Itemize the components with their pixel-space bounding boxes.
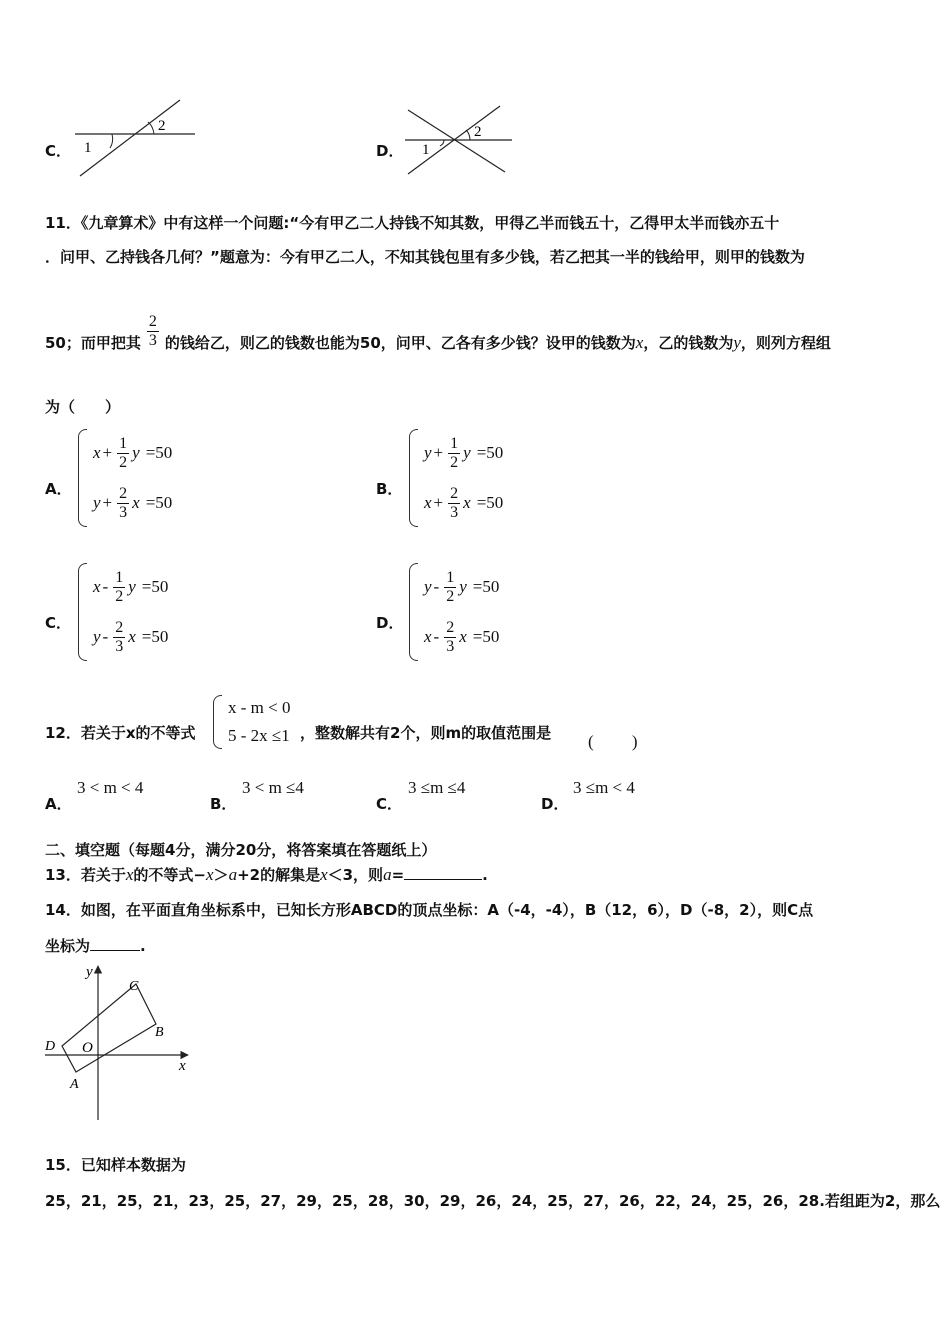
fraction (117, 435, 129, 472)
angle-figure-c (70, 96, 200, 182)
angle-1-arc (440, 140, 444, 146)
q13-text-a: 13．若关于 (45, 866, 126, 884)
fraction (444, 619, 456, 656)
frac-numerator: 2 (148, 313, 157, 330)
frac-numerator: 1 (115, 568, 124, 586)
q12-option-expr: 3 ≤m < 4 (573, 778, 635, 797)
q11-option-system (78, 562, 168, 662)
transversal-line (80, 100, 180, 176)
point-b-label: B (155, 1025, 164, 1040)
var: x (93, 577, 101, 596)
frac-numerator: 1 (119, 434, 128, 452)
q11-line3-c: ，乙的钱数为 (643, 334, 734, 352)
frac-denominator: 3 (446, 637, 455, 655)
equals-50: =50 (476, 443, 504, 462)
brace (409, 563, 418, 661)
frac-denominator: 3 (148, 332, 157, 349)
var: x (128, 627, 136, 646)
point-c-label: C (129, 979, 139, 994)
frac-denominator: 3 (115, 637, 124, 655)
angle-2-label: 2 (158, 118, 166, 134)
var: x (459, 627, 467, 646)
fraction (448, 485, 460, 522)
frac-numerator: 1 (446, 568, 455, 586)
q12-option-expr: 3 < m ≤4 (242, 778, 304, 797)
frac-denominator: 2 (446, 587, 455, 605)
q11-option-system (409, 428, 503, 528)
q11-line3-a: 50；而甲把其 (45, 334, 141, 352)
q11-option-label[interactable]: D． (376, 614, 404, 632)
q13-end: . (482, 866, 488, 884)
equals-50: =50 (472, 577, 500, 596)
option-c-label: C． (45, 142, 72, 160)
var: x (424, 627, 432, 646)
q11-line2: ．问甲、乙持钱各几何？”题意为：今有甲乙二人，不知其钱包里有多少钱，若乙把其一半的钱给甲，则甲的钱数为 (45, 248, 805, 266)
q11-option-label[interactable]: B． (376, 480, 403, 498)
brace (409, 429, 418, 527)
angle-1-label: 1 (84, 140, 92, 156)
q13 (45, 864, 488, 885)
operator: + (102, 443, 113, 462)
var: x (463, 493, 471, 512)
var: x (93, 443, 101, 462)
var: y (424, 577, 432, 596)
coordinate-figure (40, 960, 200, 1125)
var: y (93, 627, 101, 646)
equals-50: =50 (145, 443, 173, 462)
q13-text-b: 的不等式− (133, 866, 206, 884)
q12-option-label[interactable]: D． (541, 795, 569, 813)
frac-numerator: 2 (450, 484, 459, 502)
q13-answer-blank[interactable] (404, 879, 482, 880)
var: y (463, 443, 471, 462)
var: x (424, 493, 432, 512)
angle-figure-d (400, 102, 520, 182)
q12-option-expr: 3 < m < 4 (77, 778, 144, 797)
q12-inequality-system (213, 694, 290, 750)
q14-end: . (140, 937, 146, 955)
option-d-label: D． (376, 142, 404, 160)
operator: - (433, 577, 440, 596)
q15-line1: 15．已知样本数据为 (45, 1156, 186, 1174)
var-y: y (733, 332, 741, 352)
q11-line1: 11．《九章算术》中有这样一个问题:“今有甲乙二人持钱不知其数，甲得乙半而钱五十，乙得甲太半而钱亦五十 (45, 214, 780, 232)
var: y (93, 493, 101, 512)
angle-2-arc (466, 130, 470, 140)
q14-line2 (45, 935, 146, 956)
frac-denominator: 3 (450, 503, 459, 521)
q13-text-e: ＜3，则 (327, 866, 384, 884)
var: y (424, 443, 432, 462)
var: y (459, 577, 467, 596)
equals-50: =50 (141, 627, 169, 646)
q15-line2: 25，21，25，21，23，25，27，29，25，28，30，29，26，24，25，27，26，22，24，25，26，28.若组距为2，那么 (45, 1192, 941, 1210)
var-x: x (635, 332, 644, 352)
q12-paren: ( ) (588, 732, 638, 751)
q12-option-label[interactable]: C． (376, 795, 403, 813)
x-axis-label: x (179, 1058, 186, 1074)
q14-answer-blank[interactable] (90, 950, 140, 951)
brace (78, 429, 87, 527)
frac-numerator: 2 (119, 484, 128, 502)
operator: - (102, 627, 109, 646)
frac-numerator: 2 (446, 618, 455, 636)
fraction (448, 435, 460, 472)
var: x (132, 493, 140, 512)
fraction (113, 619, 125, 656)
q11-option-system (78, 428, 172, 528)
point-d-label: D (45, 1039, 56, 1054)
q11-option-system (409, 562, 499, 662)
frac-denominator: 2 (119, 453, 128, 471)
equals-50: =50 (141, 577, 169, 596)
q12-row1: x - m < 0 (228, 698, 291, 717)
q14-line2-text: 坐标为 (45, 937, 91, 955)
q11-option-label[interactable]: A． (45, 480, 72, 498)
q13-var-x3: x (320, 865, 328, 884)
var: y (132, 443, 140, 462)
q13-text-c: ＞ (213, 866, 229, 884)
q14-line1: 14．如图，在平面直角坐标系中，已知长方形ABCD的顶点坐标：A（-4，-4），B（12，6），D（-8，2），则C点 (45, 901, 814, 919)
q12-suffix: ，整数解共有2个，则m的取值范围是 (300, 724, 552, 742)
q12-prefix: 12．若关于x的不等式 (45, 724, 196, 742)
q11-option-label[interactable]: C． (45, 614, 72, 632)
q13-text-d: +2的解集是 (237, 866, 321, 884)
brace (78, 563, 87, 661)
operator: - (433, 627, 440, 646)
q11-line3-d: ，则列方程组 (740, 334, 831, 352)
q13-var-x2: x (206, 865, 214, 884)
brace (213, 695, 222, 749)
angle-2-label: 2 (474, 124, 482, 140)
origin-label: O (82, 1040, 93, 1056)
q13-var-x: x (125, 865, 134, 884)
q11-line4: 为（ ） (45, 398, 121, 416)
q11-line3 (45, 310, 831, 353)
operator: + (433, 443, 444, 462)
frac-denominator: 2 (115, 587, 124, 605)
equals-50: =50 (145, 493, 173, 512)
q12-row2: 5 - 2x ≤1 (228, 726, 290, 745)
q12-option-label[interactable]: A． (45, 795, 72, 813)
angle-1-label: 1 (422, 142, 430, 158)
frac-denominator: 2 (450, 453, 459, 471)
q13-var-a2: a (383, 865, 392, 884)
point-a-label: A (70, 1077, 79, 1092)
operator: - (102, 577, 109, 596)
operator: + (102, 493, 113, 512)
frac-numerator: 1 (450, 434, 459, 452)
q11-line3-b: 的钱给乙，则乙的钱数也能为50，问甲、乙各有多少钱？设甲的钱数为 (164, 334, 636, 352)
frac-numerator: 2 (115, 618, 124, 636)
equals-50: =50 (476, 493, 504, 512)
q12-option-expr: 3 ≤m ≤4 (408, 778, 466, 797)
operator: + (433, 493, 444, 512)
q13-text-f: = (391, 866, 405, 884)
frac-denominator: 3 (119, 503, 128, 521)
fraction (117, 485, 129, 522)
var: y (128, 577, 136, 596)
section-2-heading: 二、填空题（每题4分，满分20分，将答案填在答题纸上） (45, 841, 437, 859)
q13-var-a: a (228, 865, 238, 884)
fraction-two-thirds (147, 313, 159, 350)
y-axis-label: y (86, 964, 93, 980)
equals-50: =50 (472, 627, 500, 646)
q12-option-label[interactable]: B． (210, 795, 237, 813)
fraction (444, 569, 456, 606)
angle-1-arc (110, 134, 113, 148)
rectangle-abcd (62, 984, 156, 1072)
fraction (113, 569, 125, 606)
